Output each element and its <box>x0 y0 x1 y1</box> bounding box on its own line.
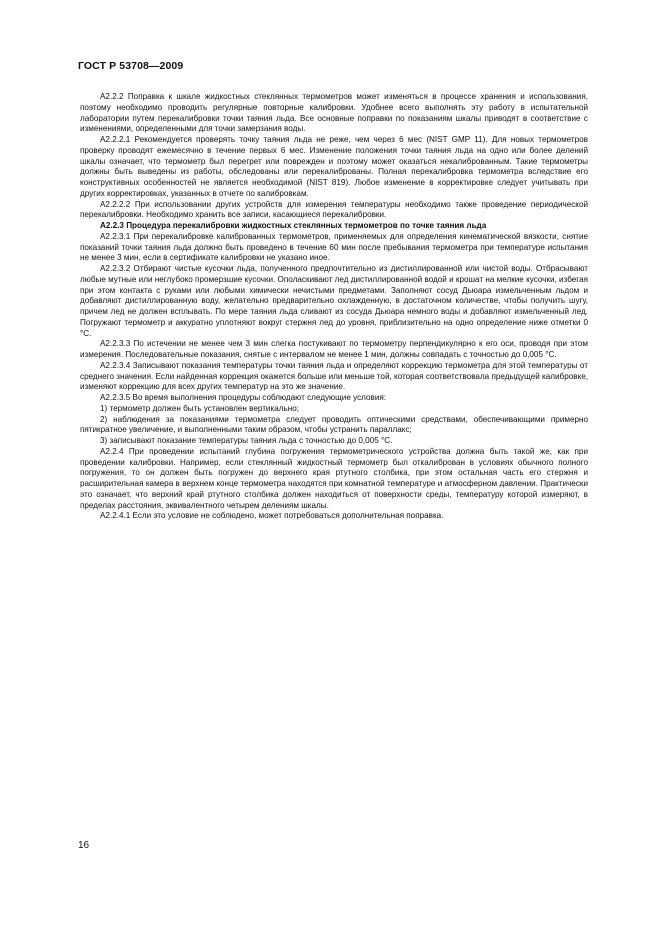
list-item-3: 3) записывают показание температуры таяния льда с точностью до 0,005 °С. <box>100 436 393 445</box>
paragraph-a2-2-3-2: А2.2.3.2 Отбирают чистые кусочки льда, полученного предпочтительно из дистиллированной или чистой воды. Отбрасывают любые мутные или неглубоко промерзшие кусочки. Ополаскивают лед дистиллированной водой и крошат на мелкие кусочки, избегая при этом контакта с руками или любыми химически нечистыми предметами. Заполняют сосуд Дьюара измельченным льдом и добавляют дистиллированную воду, желательно предварительно охлажденную, в достаточном количестве, чтобы получить шугу, причем лед не должен всплывать. По мере таяния льда сливают из сосуда Дьюара немного воды и добавляют измельченный лед. Погружают термометр и аккуратно уплотняют вокруг стержня лед до уровня, приблизительно на одно определение ниже отметки 0 °С. <box>80 264 588 338</box>
document-body <box>80 92 588 522</box>
page-number: 16 <box>78 840 90 851</box>
paragraph-a2-2-2: А2.2.2 Поправка к шкале жидкостных стеклянных термометров может изменяться в процессе хранения и использования, поэтому необходимо проводить регулярные повторные калибровки. Удобнее всего выполнять эту работу в испытательной лаборатории путем перекалибровки точки таяния льда. Все основные поправки по показаниям шкалы приводят в соответствие с изменениями, определенными для точки замерзания воды. <box>80 92 588 134</box>
paragraph-a2-2-3-5: А2.2.3.5 Во время выполнения процедуры соблюдают следующие условия: <box>100 393 387 402</box>
standard-id-header: ГОСТ Р 53708—2009 <box>78 60 184 72</box>
list-item-1: 1) термометр должен быть установлен вертикально; <box>100 403 299 413</box>
paragraph-a2-2-4: А2.2.4 При проведении испытаний глубина погружения термометрического устройства должна быть такой же, как при проведении калибровки. Например, если стеклянный жидкостный термометр был откалиброван в условиях обычного полного погружения, то он должен быть погружен до верхнего края ртутного столбика, при этом остальная часть его стержня и расширительная камера в верхнем конце термометра находятся при комнатной температуре и атмосферном давлении. Практически это означает, что верхний край ртутного столбика должен находиться от поверхности среды, температуру которой измеряют, в пределах расстояния, эквивалентного четырем делениям шкалы. <box>80 446 588 510</box>
paragraph-a2-2-4-1: А2.2.4.1 Если это условие не соблюдено, может потребоваться дополнительная поправка. <box>100 511 444 521</box>
paragraph-a2-2-3-1: А2.2.3.1 При перекалибровке калиброванных термометров, применяемых для определения кинематической вязкости, снятие показаний точки таяния льда должно быть проведено в течение 60 мин после пребывания термометра при температуре испытания не менее 3 мин, если в сертификате калибровки не указано иное. <box>80 231 588 263</box>
list-item-2: 2) наблюдения за показаниями термометра следует проводить оптическими средствами, обеспечивающими примерно пятикратное увеличение, и выполненными таким образом, чтобы устранить параллакс; <box>80 414 588 435</box>
paragraph-a2-2-2-2: А2.2.2.2 При использовании других устройств для измерения температуры необходимо также проведение периодической перекалибровки. Необходимо хранить все записи, касающиеся перекалибровки. <box>80 199 588 220</box>
paragraph-a2-2-3-4: А2.2.3.4 Записывают показания температуры точки таяния льда и определяют коррекцию термометра для этой температуры от среднего значения. Если найденная коррекция окажется больше или меньше той, которая соответствовала предыдущей калибровке, изменяют коррекцию для всех других температур на это же значение. <box>80 360 588 392</box>
section-heading-a2-2-3: А2.2.3 Процедура перекалибровки жидкостных стеклянных термометров по точке таяния льда <box>100 221 487 230</box>
paragraph-a2-2-2-1: А2.2.2.1 Рекомендуется проверять точку таяния льда не реже, чем через 6 мес (NIST GMP 11). Для новых термометров проверку проводят ежемесячно в течение первых 6 мес. Изменение положения точки таяния льда на одно или более делений шкалы означает, что термометр был перегрет или поврежден и поэтому может оказаться некалиброванным. Такие термометры должны быть выведены из работы, обследованы или перекалиброваны. Полная перекалибровка термометра вследствие его конструктивных особенностей не является необходимой (NIST 819). Любое изменение в корректировке следует учитывать при других корректировках, указанных в отчете по калибровкам. <box>80 135 588 198</box>
paragraph-a2-2-3-3: А2.2.3.3 По истечении не менее чем 3 мин слегка постукивают по термометру перпендикулярно к его оси, проводя при этом измерения. Последовательные показания, снятые с интервалом не менее 1 мин, должны совпадать с точностью до 0,005 °С. <box>80 339 588 359</box>
